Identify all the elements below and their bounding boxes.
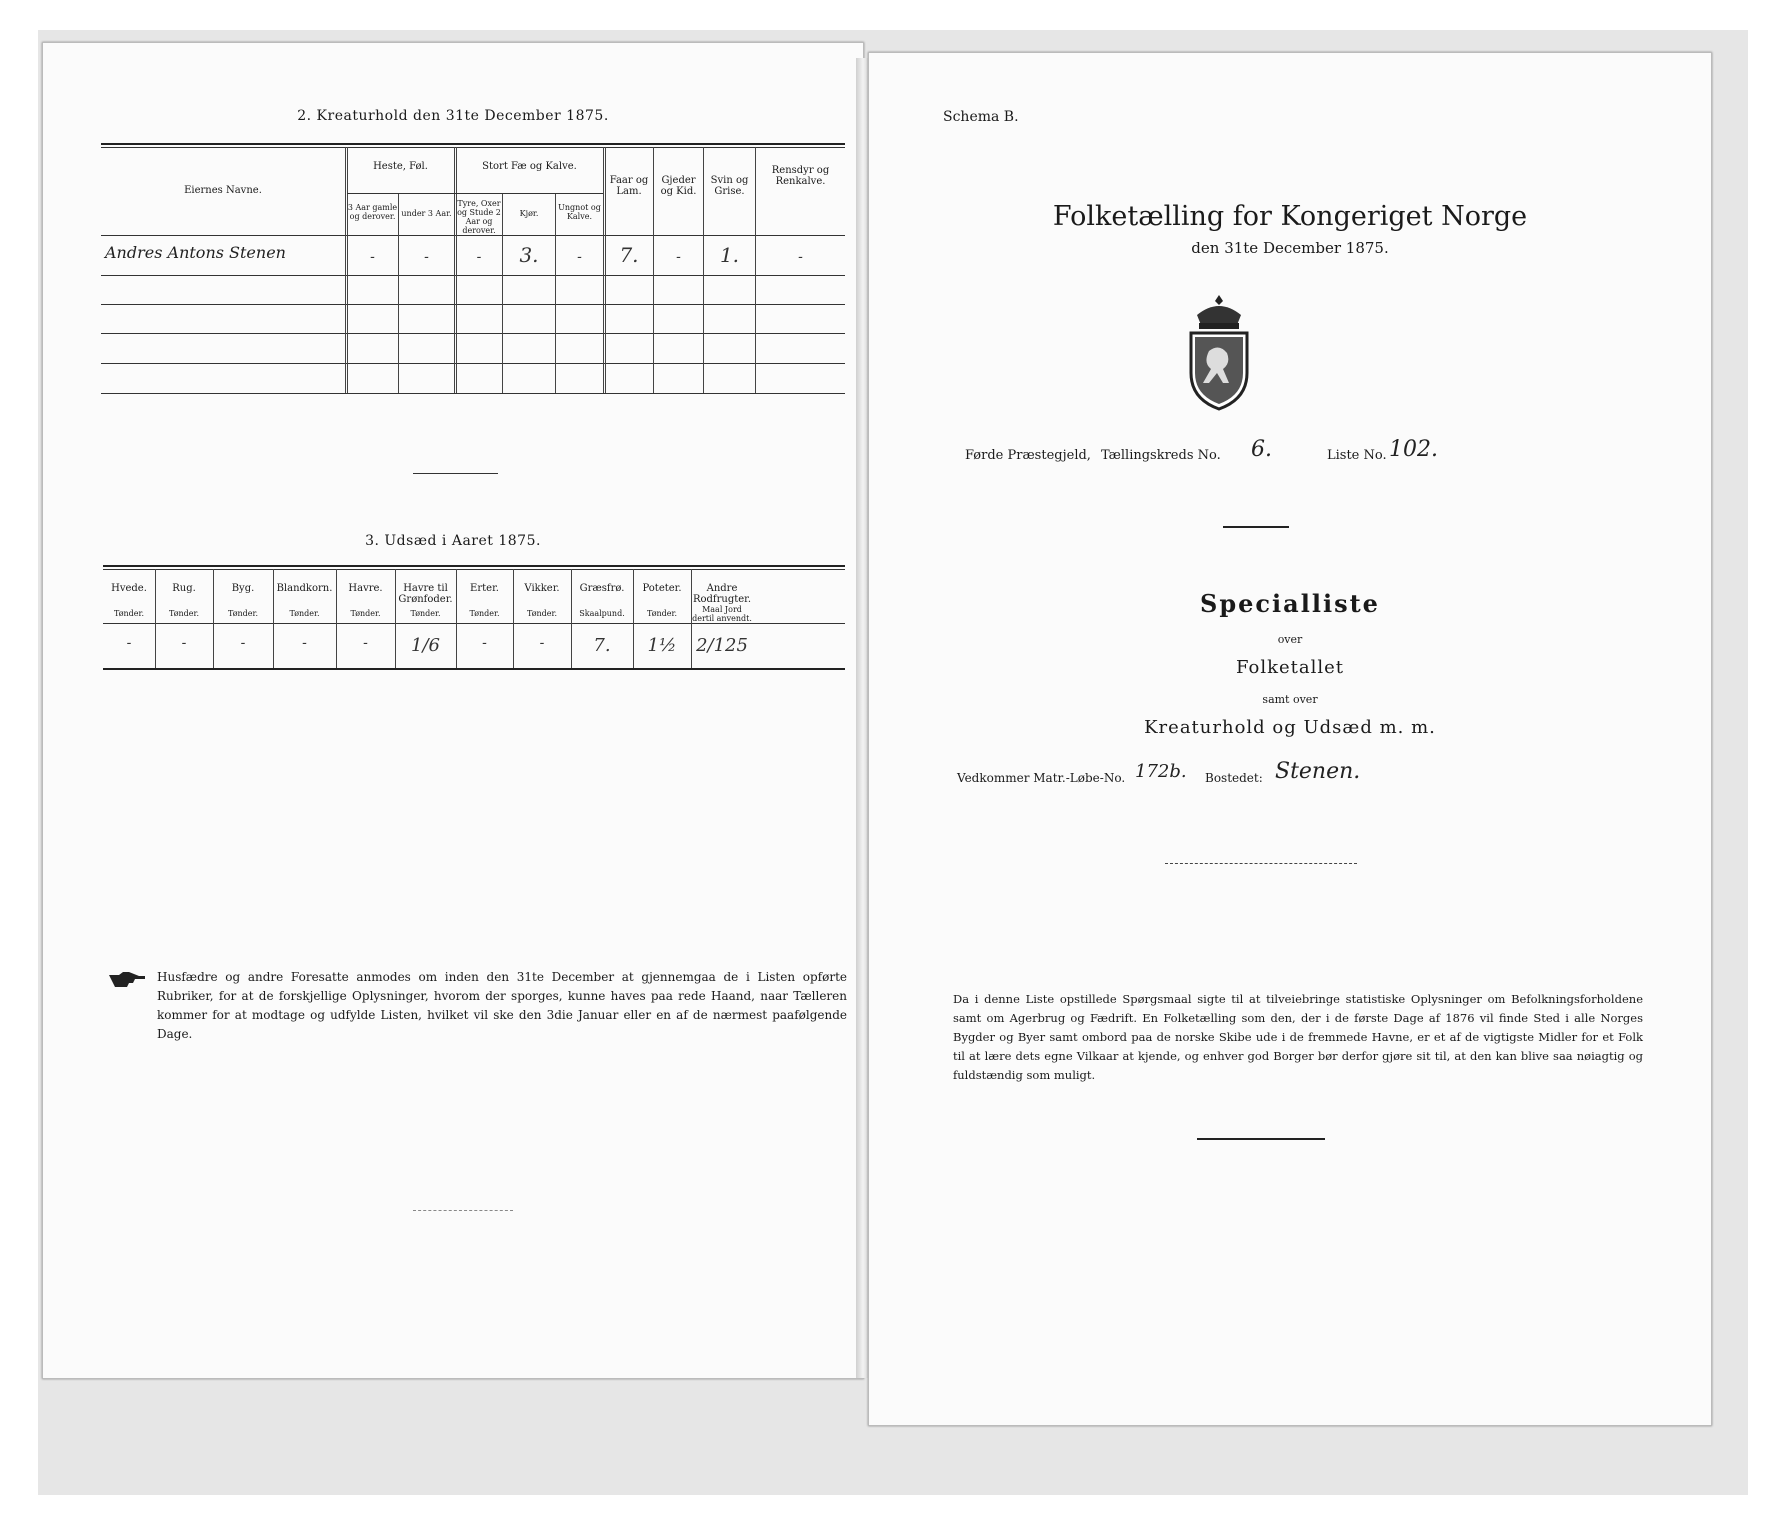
table3-unit-9: Tønder. (646, 609, 678, 618)
table2-col-divider (398, 193, 399, 393)
table3-unit-4: Tønder. (350, 609, 381, 618)
explanatory-paragraph: Da i denne Liste opstillede Spørgsmaal sigte til at tilveiebringe statistiske Oplysninger om Befolkningsforholdene samt om Agerbrug og Fædrift. En Folketælling som den, der i de første Dage af 1876 vil finde Sted i alle Norges Bygder og Byer samt ombord paa de norske Skibe ude i de fremmede Havne, er et af de vigtigste Midler for et Folk til at lære dets egne Vilkaar at kjende, og enhver god Borger bør derfor gjøre sit til, at den kan blive saa nøiagtig og fuldstændig som muligt. (953, 992, 1643, 1082)
table3-value-8: 7. (593, 635, 611, 656)
table3-value-7: - (539, 635, 545, 651)
separator-rule (413, 473, 498, 474)
table3-header-rule (103, 623, 845, 624)
value-gjeder: - (676, 249, 681, 265)
table3-unit-8: Skaalpund. (579, 609, 625, 618)
parish-label: Førde Præstegjeld, (965, 448, 1091, 463)
table3-value-4: - (363, 635, 368, 651)
heste-header: Heste, Føl. (373, 161, 428, 172)
value-heste-a: - (370, 249, 375, 265)
district-label: Tællingskreds No. (1101, 448, 1221, 463)
list-number: 102. (1389, 437, 1438, 462)
table3-value-1: - (181, 635, 187, 651)
table2-row-rule (101, 275, 845, 276)
footer-rule (413, 1210, 513, 1211)
stort-sub-a: Tyre, Oxer og Stude 2 Aar og derover. (457, 199, 501, 235)
value-svin: 1. (719, 243, 740, 267)
gjeder-header: Gjeder og Kid. (660, 175, 697, 197)
value-faar: 7. (619, 243, 639, 267)
value-rensdyr: - (798, 249, 803, 265)
separator-rule (1165, 863, 1357, 864)
heste-sub-a: 3 Aar gamle og derover. (347, 203, 398, 221)
table3-value-9: 1½ (647, 635, 677, 656)
table3-unit-7: Tønder. (526, 609, 558, 618)
table2-row-rule (101, 363, 845, 364)
stort-sub-b: Kjør. (519, 209, 539, 218)
document-date: den 31te December 1875. (1191, 239, 1389, 257)
table3-value-6: - (482, 635, 487, 651)
pointing-hand-icon (107, 971, 147, 989)
table3-header-7: Vikker. (524, 583, 560, 594)
table2-col-divider (555, 193, 556, 393)
table2-top-rule (101, 143, 845, 145)
samt-over-text: samt over (1262, 693, 1318, 706)
table3-header-2: Byg. (231, 583, 255, 594)
table3-value-3: - (302, 635, 307, 651)
table2-header-rule (101, 235, 845, 236)
matr-number: 172b. (1135, 761, 1187, 782)
owner-name: Andres Antons Stenen (105, 243, 286, 262)
separator-rule (1223, 526, 1289, 528)
table3-unit-3: Tønder. (289, 609, 320, 618)
table3-unit-6: Tønder. (469, 609, 500, 618)
footer-rule (1197, 1138, 1325, 1140)
table3-bottom-rule (103, 668, 845, 670)
table3-header-3: Blandkorn. (276, 583, 333, 594)
table3-unit-0: Tønder. (113, 609, 145, 618)
table3-unit-5: Tønder. (410, 609, 441, 618)
table3-top-rule-2 (103, 569, 845, 570)
value-kjor: 3. (519, 243, 539, 267)
section2-title: 2. Kreaturhold den 31te December 1875. (297, 108, 609, 124)
table3-unit-2: Tønder. (227, 609, 259, 618)
section3-title: 3. Udsæd i Aaret 1875. (365, 533, 541, 549)
district-number: 6. (1251, 437, 1272, 462)
table2-col-divider (345, 147, 348, 393)
table3-header-1: Rug. (172, 583, 196, 594)
matr-label: Vedkommer Matr.-Løbe-No. (957, 771, 1126, 785)
table2-top-rule-2 (101, 147, 845, 148)
table3-header-8: Græsfrø. (579, 583, 625, 594)
value-stort-a: - (476, 249, 482, 265)
table2-col-divider (502, 193, 503, 393)
table3-header-9: Poteter. (642, 583, 682, 594)
heste-sub-b: under 3 Aar. (401, 209, 452, 218)
table2-subheader-rule (347, 193, 603, 194)
stort-sub-c: Ungnot og Kalve. (558, 203, 601, 221)
table3-unit-10: Maal Jord dertil anvendt. (692, 605, 752, 623)
schema-label: Schema B. (943, 109, 1019, 125)
faar-header: Faar og Lam. (609, 175, 649, 197)
table3-value-10: 2/125 (696, 635, 748, 656)
table2-col-divider (454, 147, 457, 393)
rensdyr-header: Rensdyr og Renkalve. (771, 165, 830, 187)
svin-header: Svin og Grise. (710, 175, 749, 197)
table2-row-rule (101, 333, 845, 334)
table3-header-0: Hvede. (111, 583, 147, 594)
specialliste-heading: Specialliste (1200, 589, 1380, 618)
left-page (42, 42, 864, 1379)
value-ungnot: - (577, 249, 582, 265)
right-page (868, 52, 1712, 1426)
list-label: Liste No. (1327, 448, 1387, 463)
bosted-label: Bostedet: (1205, 771, 1263, 785)
document-title: Folketælling for Kongeriget Norge (1052, 201, 1528, 232)
over-text: over (1277, 633, 1303, 646)
kreaturhold-heading: Kreaturhold og Udsæd m. m. (1144, 717, 1436, 738)
table3-value-5: 1/6 (411, 635, 440, 656)
table3-header-10: Andre Rodfrugter. (692, 583, 752, 605)
table3-top-rule (103, 565, 845, 567)
table3-value-2: - (240, 635, 246, 651)
table2-row-rule (101, 304, 845, 305)
table3-header-6: Erter. (470, 583, 499, 594)
table3-header-5: Havre til Grønfoder. (398, 583, 453, 605)
stort-header: Stort Fæ og Kalve. (482, 161, 577, 172)
owner-name-header: Eiernes Navne. (184, 185, 262, 196)
norway-coat-of-arms-icon (1181, 293, 1257, 411)
table3-header-4: Havre. (348, 583, 383, 594)
instruction-notice: Husfædre og andre Foresatte anmodes om inden den 31te December at gjennemgaa de i Listen opførte Rubriker, for at de forskjellige Oplysninger, hvorom der sporges, kunne haves paa rede Haand, naar Tælleren kommer for at modtage og udfylde Listen, hvilket vil ske den 3die Januar eller en af de nærmest paafølgende Dage. (157, 970, 847, 1041)
table2-bottom-rule (101, 393, 845, 394)
value-heste-b: - (424, 249, 429, 265)
bosted-value: Stenen. (1275, 759, 1361, 784)
table3-unit-1: Tønder. (168, 609, 200, 618)
folketallet-heading: Folketallet (1235, 657, 1345, 678)
table3-value-0: - (126, 635, 132, 651)
